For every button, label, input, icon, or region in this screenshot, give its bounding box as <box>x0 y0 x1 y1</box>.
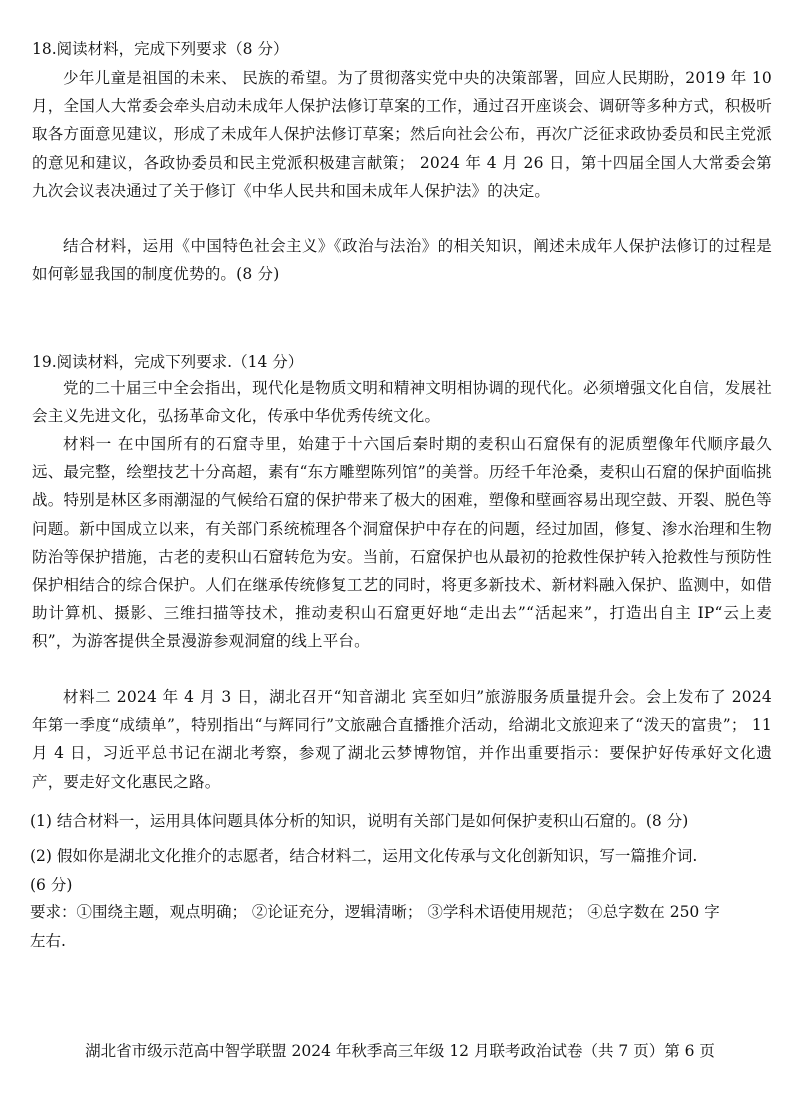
question-19-material-1: 材料一 在中国所有的石窟寺里，始建于十六国后秦时期的麦积山石窟保有的泥质塑像年代顺序最久远、最完整，绘塑技艺十分高超，素有“东方雕塑陈列馆”的美誉。历经千年沧桑，麦积山石窟的保护面临挑战。特别是林区多雨潮湿的气候给石窟的保护带来了极大的困难，塑像和壁画容易出现空鼓、开裂、脱色等问题。新中国成立以来，有关部门系统梳理各个洞窟保护中存在的问题，经过加固，修复、渗水治理和生物防治等保护措施，古老的麦积山石窟转危为安。当前，石窟保护也从最初的抢救性保护转入抢救性与预防性保护相结合的综合保护。人们在继承传统修复工艺的同时，将更多新技术、新材料融入保护、监测中，如借助计算机、摄影、三维扫描等技术，推动麦积山石窟更好地“走出去”“活起来”，打造出自主 IP“云上麦积”，为游客提供全景漫游参观洞窟的线上平台。 <box>32 435 772 651</box>
question-19-intro: 党的二十届三中全会指出，现代化是物质文明和精神文明相协调的现代化。必须增强文化自信，发展社会主义先进文化，弘扬革命文化，传承中华优秀传统文化。 <box>32 379 772 426</box>
requirements-line-2: 左右. <box>30 932 66 950</box>
question-19-subquestion-1: (1) 结合材料一，运用具体问题具体分析的知识，说明有关部门是如何保护麦积山石窟的。(8 分) <box>30 812 689 830</box>
question-19-requirements <box>30 898 775 956</box>
question-18-header: 18.阅读材料，完成下列要求（8 分） <box>32 40 289 58</box>
question-19-header: 19.阅读材料，完成下列要求.（14 分） <box>32 353 304 371</box>
subquestion-2-line-2: (6 分) <box>30 876 73 894</box>
question-18-task: 结合材料，运用《中国特色社会主义》《政治与法治》的相关知识，阐述未成年人保护法修订的过程是如何彰显我国的制度优势的。(8 分) <box>32 237 772 284</box>
subquestion-2-line-1: (2) 假如你是湖北文化推介的志愿者，结合材料二，运用文化传承与文化创新知识，写一篇推介词. <box>30 847 698 865</box>
page-footer: 湖北省市级示范高中智学联盟 2024 年秋季高三年级 12 月联考政治试卷（共 7 页）第 6 页 <box>85 1042 715 1060</box>
requirements-line-1: 要求：①围绕主题，观点明确； ②论证充分，逻辑清晰； ③学科术语使用规范； ④总字数在 250 字 <box>30 903 720 921</box>
question-19-material-2: 材料二 2024 年 4 月 3 日，湖北召开“知音湖北 宾至如归”旅游服务质量提升会。会上发布了 2024 年第一季度“成绩单”，特别指出“与辉同行”文旅融合直播推介活动，给湖北文旅迎来了“泼天的富贵”； 11 月 4 日，习近平总书记在湖北考察，参观了湖北云梦博物馆，并作出重要指示：要保护好传承好文化遗产，要走好文化惠民之路。 <box>32 688 772 791</box>
question-19-subquestion-2 <box>30 842 775 900</box>
question-18-material: 少年儿童是祖国的未来、 民族的希望。为了贯彻落实党中央的决策部署，回应人民期盼，2019 年 10 月，全国人大常委会牵头启动未成年人保护法修订草案的工作，通过召开座谈会、调研等多种方式，积极听取各方面意见建议，形成了未成年人保护法修订草案；然后向社会公布，再次广泛征求政协委员和民主党派的意见和建议，各政协委员和民主党派积极建言献策； 2024 年 4 月 26 日，第十四届全国人大常委会第九次会议表决通过了关于修订《中华人民共和国未成年人保护法》的决定。 <box>32 69 772 200</box>
